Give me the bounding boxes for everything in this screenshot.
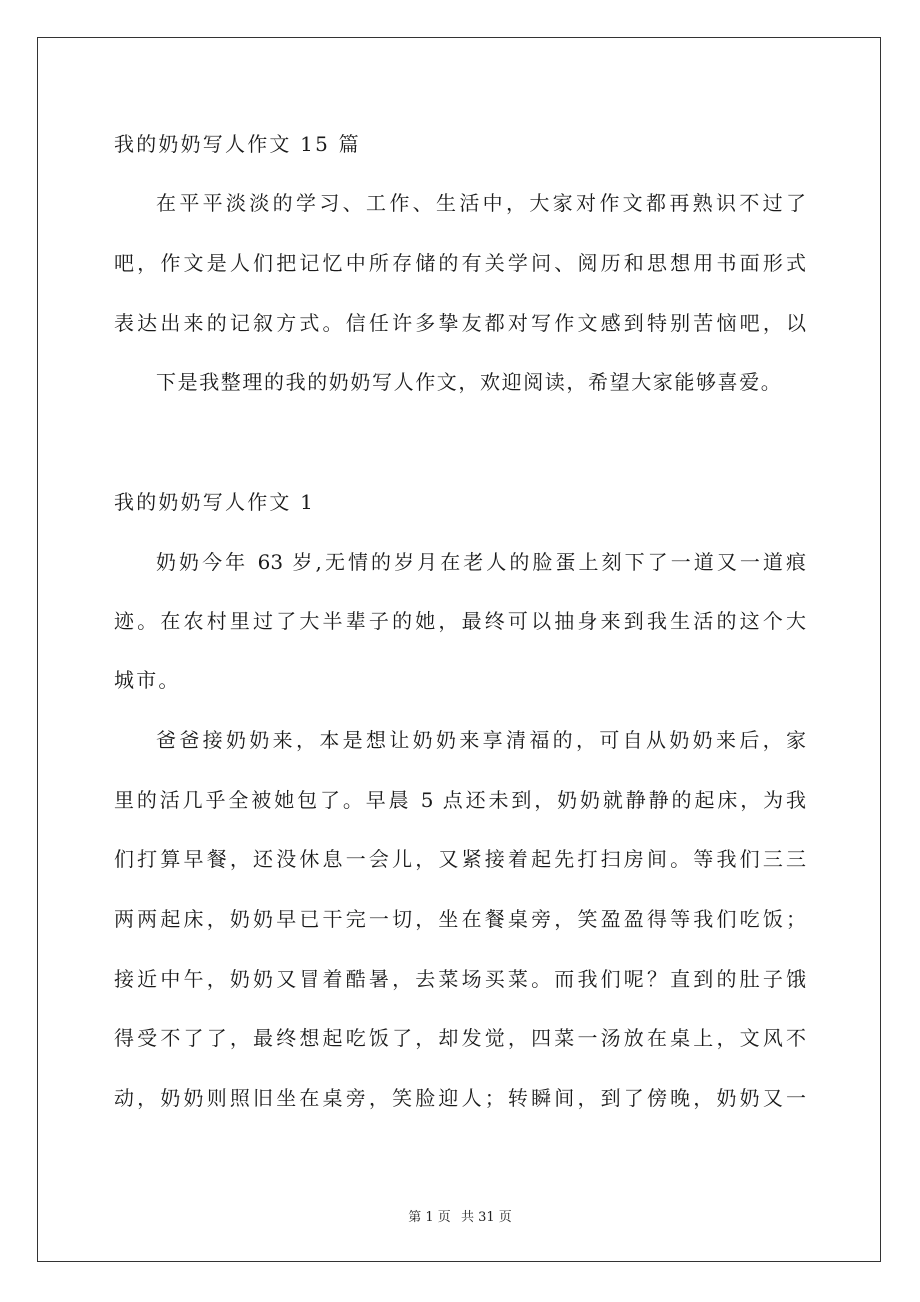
intro-line-1: 在平平淡淡的学习、工作、生活中，大家对作文都再熟识不过了 xyxy=(156,191,806,215)
page-border xyxy=(37,37,881,1262)
section-title: 我的奶奶写人作文 1 xyxy=(114,490,316,514)
paragraph2-line-1: 爸爸接奶奶来，本是想让奶奶来享清福的，可自从奶奶来后，家 xyxy=(156,728,806,752)
paragraph2-line-4: 两两起床，奶奶早已干完一切，坐在餐桌旁，笑盈盈得等我们吃饭； xyxy=(114,907,806,931)
paragraph2-line-7: 动，奶奶则照旧坐在桌旁，笑脸迎人；转瞬间，到了傍晚，奶奶又一 xyxy=(114,1086,806,1110)
paragraph1-line-2: 迹。在农村里过了大半辈子的她，最终可以抽身来到我生活的这个大 xyxy=(114,609,806,633)
intro-line-4: 下是我整理的我的奶奶写人作文，欢迎阅读，希望大家能够喜爱。 xyxy=(156,370,783,394)
intro-line-2: 吧，作文是人们把记忆中所存储的有关学问、阅历和思想用书面形式 xyxy=(114,251,806,275)
paragraph1-line-3: 城市。 xyxy=(114,668,181,692)
paragraph2-line-5: 接近中午，奶奶又冒着酷暑，去菜场买菜。而我们呢？直到的肚子饿 xyxy=(114,967,806,991)
page-total: 共 31 页 xyxy=(460,1210,512,1225)
document-title: 我的奶奶写人作文 15 篇 xyxy=(114,132,361,156)
paragraph1-line-1: 奶奶今年 63 岁,无情的岁月在老人的脸蛋上刻下了一道又一道痕 xyxy=(156,550,806,574)
paragraph2-line-2: 里的活几乎全被她包了。早晨 5 点还未到，奶奶就静静的起床，为我 xyxy=(114,788,806,812)
intro-line-3: 表达出来的记叙方式。信任许多挚友都对写作文感到特别苦恼吧，以 xyxy=(114,311,806,335)
page-footer xyxy=(0,1206,920,1225)
paragraph2-line-6: 得受不了了，最终想起吃饭了，却发觉，四菜一汤放在桌上，文风不 xyxy=(114,1026,806,1050)
paragraph2-line-3: 们打算早餐，还没休息一会儿，又紧接着起先打扫房间。等我们三三 xyxy=(114,847,806,871)
page-number: 第 1 页 xyxy=(408,1210,451,1225)
